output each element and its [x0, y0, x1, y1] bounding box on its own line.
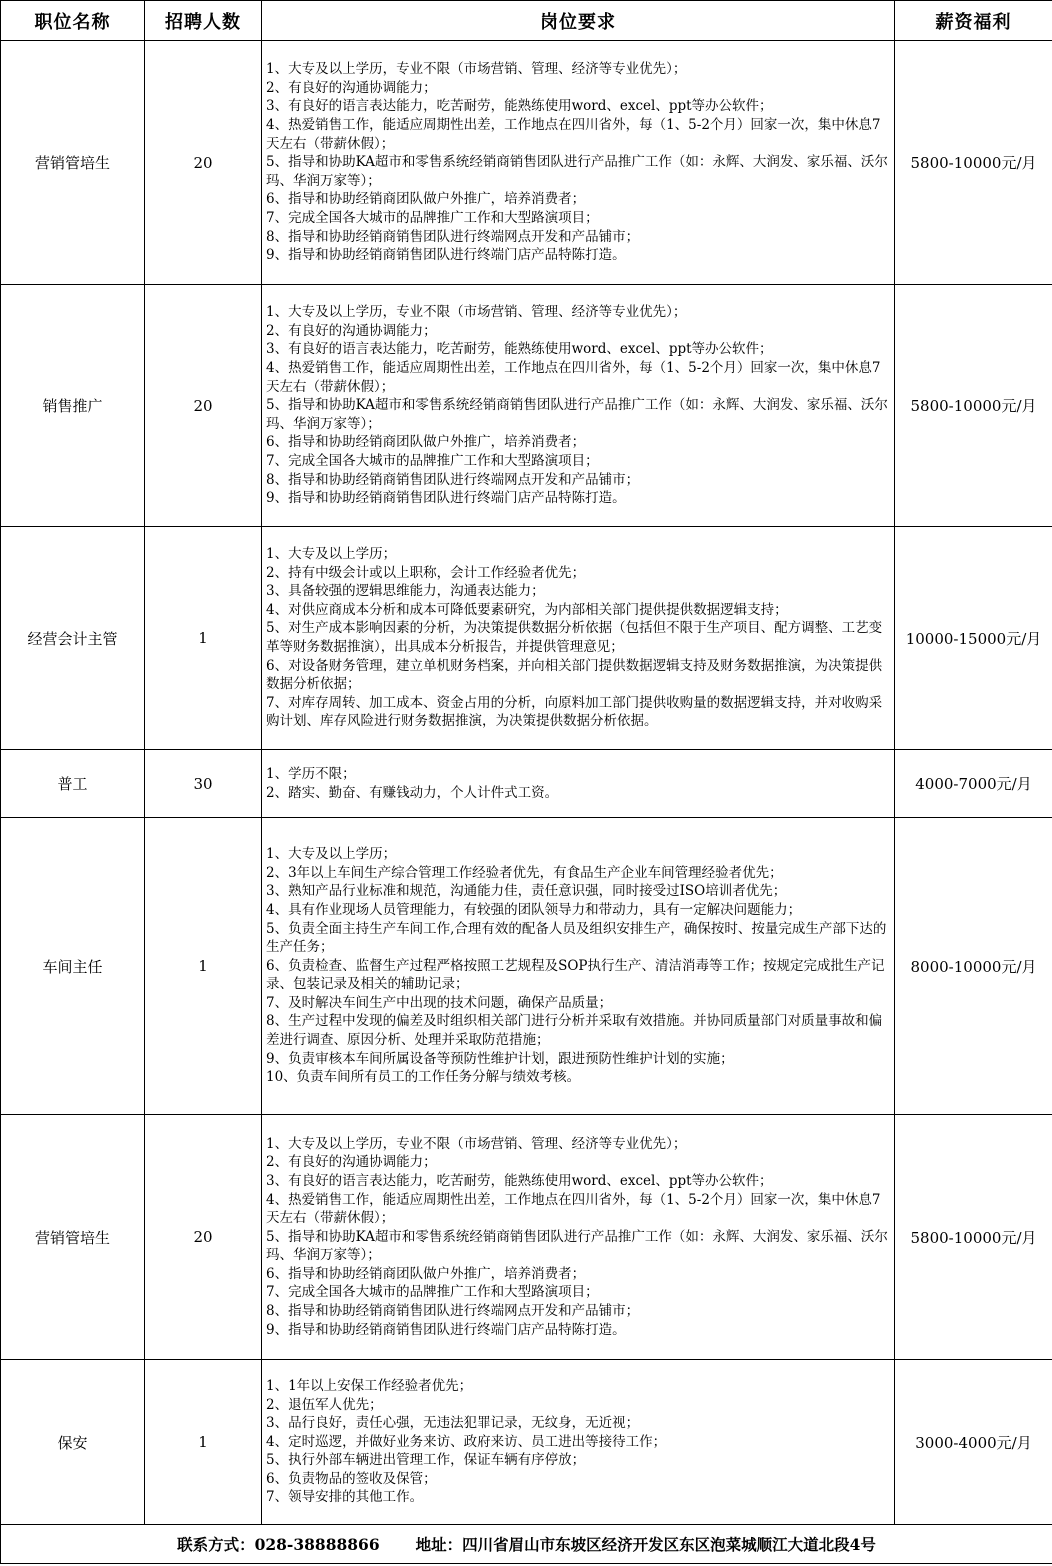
requirement-item: 1、大专及以上学历，专业不限（市场营销、管理、经济等专业优先）；: [266, 61, 687, 78]
requirement-item: 4、具有作业现场人员管理能力，有较强的团队领导力和带动力，具有一定解决问题能力；: [266, 901, 802, 918]
requirement-item: 1、大专及以上学历；: [266, 846, 397, 863]
requirement-item: 6、负责物品的签收及保管；: [266, 1470, 437, 1487]
requirement-item: 9、负责审核本车间所属设备等预防性维护计划，跟进预防性维护计划的实施；: [266, 1050, 734, 1067]
table-row: [1, 527, 1052, 750]
table-row: [1, 750, 1052, 818]
requirement-item: 9、指导和协助经销商销售团队进行终端门店产品特陈打造。: [266, 490, 626, 507]
requirement-item: 3、有良好的语言表达能力，吃苦耐劳，能熟练使用word、excel、ppt等办公软件；: [266, 1172, 773, 1189]
requirement-item: 1、学历不限；: [266, 765, 356, 782]
table-row: [1, 1360, 1052, 1525]
position-name: 经营会计主管: [1, 527, 145, 750]
requirement-item: 6、指导和协助经销商团队做户外推广，培养消费者；: [266, 434, 586, 451]
salary: 5800-10000元/月: [895, 41, 1052, 285]
requirement-item: 5、对生产成本影响因素的分析，为决策提供数据分析依据（包括但不限于生产项目、配方调整、工艺变革等财务数据推演），出具成本分析报告，并提供管理意见；: [266, 620, 883, 655]
requirement-item: 2、有良好的沟通协调能力；: [266, 79, 437, 96]
requirement-item: 1、1年以上安保工作经验者优先；: [266, 1377, 473, 1394]
requirement-item: 7、完成全国各大城市的品牌推广工作和大型路演项目；: [266, 209, 599, 226]
requirement-item: 8、指导和协助经销商销售团队进行终端网点开发和产品铺市；: [266, 471, 640, 488]
requirement-item: 8、指导和协助经销商销售团队进行终端网点开发和产品铺市；: [266, 1303, 640, 1320]
requirement-item: 5、负责全面主持生产车间工作,合理有效的配备人员及组织安排生产，确保按时、按量完成生产部下达的生产任务；: [266, 920, 887, 956]
position-name: 营销管培生: [1, 41, 145, 285]
salary: 10000-15000元/月: [895, 527, 1052, 750]
headcount: 1: [145, 818, 262, 1115]
requirement-item: 4、热爱销售工作，能适应周期性出差，工作地点在四川省外，每（1、5-2个月）回家一次，集中休息7天左右（带薪休假）；: [266, 117, 881, 152]
requirement-item: 5、指导和协助KA超市和零售系统经销商销售团队进行产品推广工作（如：永辉、大润发、家乐福、沃尔玛、华润万家等）；: [266, 154, 888, 189]
salary: 5800-10000元/月: [895, 1115, 1052, 1360]
position-name: 销售推广: [1, 285, 145, 527]
requirements-cell: [262, 285, 895, 527]
requirements-cell: [262, 527, 895, 750]
requirement-item: 7、及时解决车间生产中出现的技术问题，确保产品质量；: [266, 994, 613, 1011]
salary: 4000-7000元/月: [895, 750, 1052, 818]
requirement-item: 4、热爱销售工作，能适应周期性出差，工作地点在四川省外，每（1、5-2个月）回家一次，集中休息7天左右（带薪休假）；: [266, 360, 881, 395]
requirement-item: 6、指导和协助经销商团队做户外推广，培养消费者；: [266, 1265, 586, 1282]
requirement-item: 5、指导和协助KA超市和零售系统经销商销售团队进行产品推广工作（如：永辉、大润发、家乐福、沃尔玛、华润万家等）；: [266, 397, 888, 432]
position-name: 营销管培生: [1, 1115, 145, 1360]
headcount: 30: [145, 750, 262, 818]
requirement-item: 3、品行良好，责任心强，无违法犯罪记录，无纹身，无近视；: [266, 1415, 640, 1432]
requirement-item: 2、踏实、勤奋、有赚钱动力，个人计件式工资。: [266, 784, 559, 801]
footer-row: [1, 1525, 1052, 1564]
headcount: 1: [145, 527, 262, 750]
requirement-item: 8、指导和协助经销商销售团队进行终端网点开发和产品铺市；: [266, 228, 640, 245]
requirement-item: 1、大专及以上学历，专业不限（市场营销、管理、经济等专业优先）；: [266, 304, 687, 321]
requirements-cell: [262, 1115, 895, 1360]
requirement-item: 2、退伍军人优先；: [266, 1396, 383, 1413]
requirements-cell: [262, 41, 895, 285]
header-requirements: 岗位要求: [262, 1, 895, 41]
header-headcount: 招聘人数: [145, 1, 262, 41]
requirement-item: 8、生产过程中发现的偏差及时组织相关部门进行分析并采取有效措施。并协同质量部门对质量事故和偏差进行调查、原因分析、处理并采取防范措施；: [266, 1013, 883, 1049]
headcount: 20: [145, 1115, 262, 1360]
requirement-item: 3、有良好的语言表达能力，吃苦耐劳，能熟练使用word、excel、ppt等办公软件；: [266, 341, 773, 358]
requirements-cell: [262, 818, 895, 1115]
requirement-item: 7、对库存周转、加工成本、资金占用的分析，向原料加工部门提供收购量的数据逻辑支持，并对收购采购计划、库存风险进行财务数据推演，为决策提供数据分析依据。: [266, 694, 883, 730]
header-row: [1, 1, 1052, 41]
requirement-item: 10、负责车间所有员工的工作任务分解与绩效考核。: [266, 1069, 581, 1086]
requirement-item: 7、完成全国各大城市的品牌推广工作和大型路演项目；: [266, 452, 599, 469]
requirement-item: 7、完成全国各大城市的品牌推广工作和大型路演项目；: [266, 1284, 599, 1301]
requirement-item: 9、指导和协助经销商销售团队进行终端门店产品特陈打造。: [266, 1321, 626, 1338]
requirement-item: 3、有良好的语言表达能力，吃苦耐劳，能熟练使用word、excel、ppt等办公软件；: [266, 98, 773, 115]
requirement-item: 4、定时巡逻，并做好业务来访、政府来访、员工进出等接待工作；: [266, 1433, 667, 1450]
headcount: 20: [145, 285, 262, 527]
requirement-item: 2、持有中级会计或以上职称，会计工作经验者优先；: [266, 564, 586, 581]
requirement-item: 2、3年以上车间生产综合管理工作经验者优先，有食品生产企业车间管理经验者优先；: [266, 864, 783, 881]
requirement-item: 7、领导安排的其他工作。: [266, 1489, 424, 1506]
requirement-item: 4、热爱销售工作，能适应周期性出差，工作地点在四川省外，每（1、5-2个月）回家一次，集中休息7天左右（带薪休假）；: [266, 1191, 881, 1227]
requirement-item: 5、执行外部车辆进出管理工作，保证车辆有序停放；: [266, 1452, 586, 1469]
requirement-item: 1、大专及以上学历，专业不限（市场营销、管理、经济等专业优先）；: [266, 1135, 687, 1152]
requirements-cell: [262, 1360, 895, 1525]
requirement-item: 5、指导和协助KA超市和零售系统经销商销售团队进行产品推广工作（如：永辉、大润发、家乐福、沃尔玛、华润万家等）；: [266, 1228, 888, 1264]
salary: 8000-10000元/月: [895, 818, 1052, 1115]
header-salary: 薪资福利: [895, 1, 1052, 41]
salary: 3000-4000元/月: [895, 1360, 1052, 1525]
position-name: 保安: [1, 1360, 145, 1525]
requirement-item: 6、指导和协助经销商团队做户外推广，培养消费者；: [266, 191, 586, 208]
requirement-item: 3、熟知产品行业标准和规范，沟通能力佳，责任意识强，同时接受过ISO培训者优先；: [266, 883, 787, 900]
contact-address: 地址：四川省眉山市东坡区经济开发区东区泡菜城顺江大道北段4号: [415, 1535, 876, 1554]
table-row: [1, 285, 1052, 527]
requirement-item: 6、对设备财务管理，建立单机财务档案，并向相关部门提供数据逻辑支持及财务数据推演，为决策提供数据分析依据；: [266, 657, 883, 693]
salary: 5800-10000元/月: [895, 285, 1052, 527]
header-position-name: 职位名称: [1, 1, 145, 41]
position-name: 普工: [1, 750, 145, 818]
requirement-item: 3、具备较强的逻辑思维能力，沟通表达能力；: [266, 583, 545, 600]
headcount: 20: [145, 41, 262, 285]
requirements-cell: [262, 750, 895, 818]
requirement-item: 2、有良好的沟通协调能力；: [266, 322, 437, 339]
table-row: [1, 41, 1052, 285]
position-name: 车间主任: [1, 818, 145, 1115]
requirement-item: 4、对供应商成本分析和成本可降低要素研究，为内部相关部门提供提供数据逻辑支持；: [266, 601, 788, 618]
requirement-item: 2、有良好的沟通协调能力；: [266, 1154, 437, 1171]
requirement-item: 6、负责检查、监督生产过程严格按照工艺规程及SOP执行生产、清洁消毒等工作；按规定完成批生产记录、包装记录及相关的辅助记录；: [266, 957, 885, 993]
headcount: 1: [145, 1360, 262, 1525]
requirement-item: 1、大专及以上学历；: [266, 546, 397, 563]
contact-phone: 联系方式：028-38888866: [177, 1535, 380, 1554]
table-row: [1, 1115, 1052, 1360]
table-row: [1, 818, 1052, 1115]
requirement-item: 9、指导和协助经销商销售团队进行终端门店产品特陈打造。: [266, 247, 626, 264]
contact-footer: [1, 1525, 1052, 1564]
